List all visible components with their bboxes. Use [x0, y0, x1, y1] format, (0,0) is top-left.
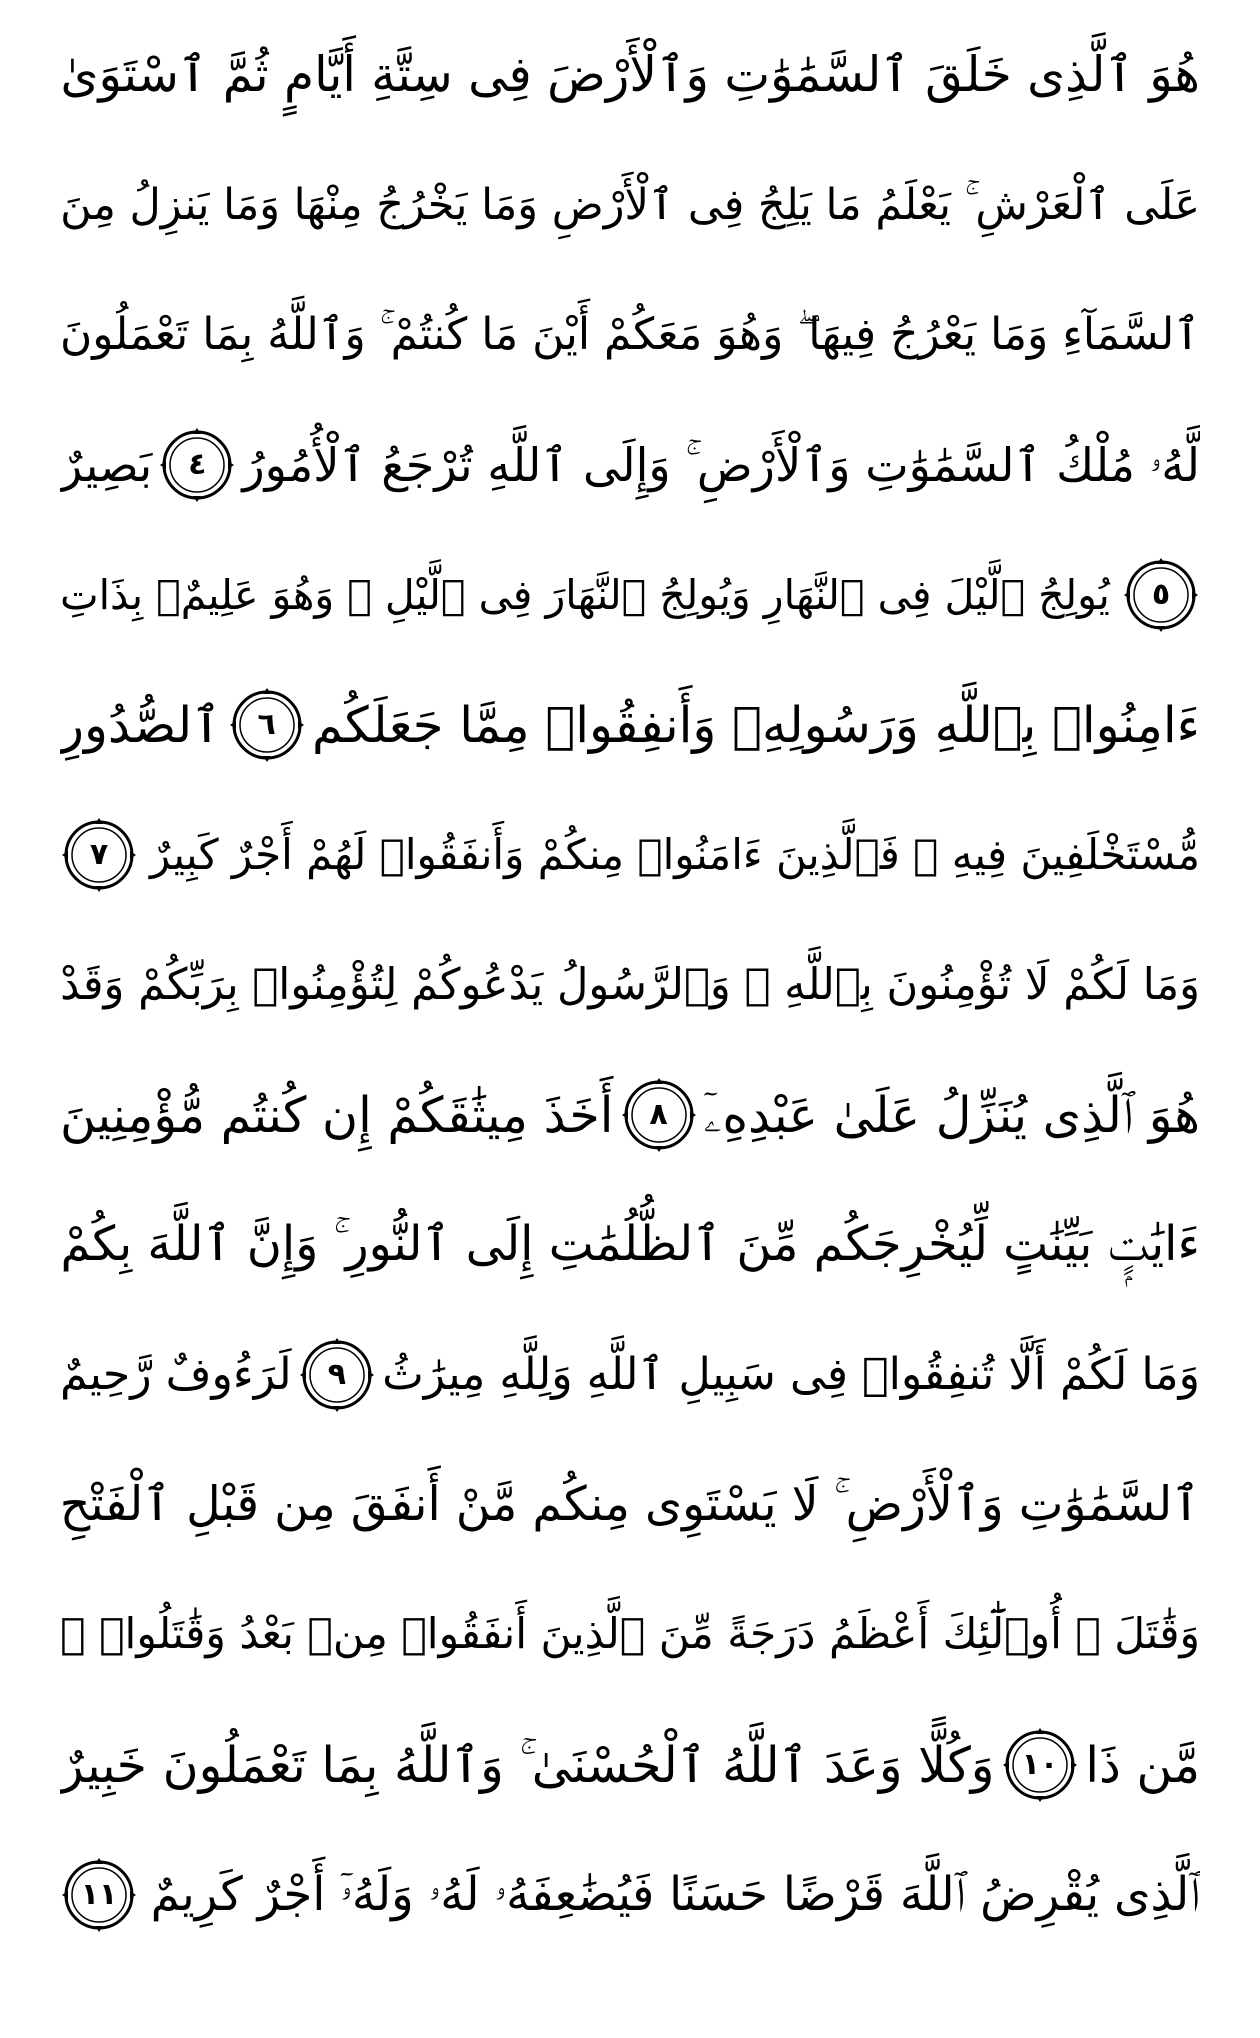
verse-text: يُولِجُ ٱلَّيْلَ فِى ٱلنَّهَارِ وَيُولِجُ ٱلنَّهَارَ فِى ٱلَّيْلِ ۚ وَهُوَ عَلِيمٌۢ بِذَاتِ: [60, 571, 1110, 619]
ayah-number: ٧: [89, 837, 109, 872]
verse-text: وَقَٰتَلَ ۚ أُو۟لَٰٓئِكَ أَعْظَمُ دَرَجَةً مِّنَ ٱلَّذِينَ أَنفَقُوا۟ مِنۢ بَعْدُ وَقَٰتَلُوا۟ ۚ: [60, 1610, 1200, 1659]
verse-text: ءَايَٰتٍۭ بَيِّنَٰتٍ لِّيُخْرِجَكُم مِّنَ ٱلظُّلُمَٰتِ إِلَى ٱلنُّورِ ۚ وَإِنَّ ٱللَّهَ بِكُمْ: [60, 1217, 1200, 1272]
ayah-number: ٤: [188, 447, 207, 482]
verse-text: ٱلصُّدُورِ: [60, 696, 222, 754]
ayah-number: ١١: [80, 1877, 118, 1912]
text-line-3: [60, 280, 1200, 390]
mushaf-page: [60, 20, 1200, 2020]
verse-text: وَمَا لَكُمْ أَلَّا تُنفِقُوا۟ فِى سَبِيلِ ٱللَّهِ وَلِلَّهِ مِيرَٰثُ: [382, 1349, 1200, 1400]
verse-text: وَكُلًّا وَعَدَ ٱللَّهُ ٱلْحُسْنَىٰ ۚ وَٱللَّهُ بِمَا تَعْمَلُونَ خَبِيرٌ: [60, 1736, 995, 1794]
text-line-5: [60, 540, 1200, 650]
ayah-marker-icon: [298, 1336, 376, 1414]
verse-text: بَصِيرٌ: [60, 438, 153, 492]
text-line-2: [60, 150, 1200, 260]
verse-text: مُّسْتَخْلَفِينَ فِيهِ ۖ فَٱلَّذِينَ ءَامَنُوا۟ مِنكُمْ وَأَنفَقُوا۟ لَهُمْ أَجْرٌ كَبِيرٌ: [150, 830, 1200, 879]
text-line-11: [60, 1320, 1200, 1430]
text-line-9: [60, 1060, 1200, 1170]
text-line-13: [60, 1580, 1200, 1690]
verse-text: هُوَ ٱلَّذِى يُنَزِّلُ عَلَىٰ عَبْدِهِۦٓ: [703, 1086, 1200, 1144]
verse-text: عَلَى ٱلْعَرْشِ ۚ يَعْلَمُ مَا يَلِجُ فِى ٱلْأَرْضِ وَمَا يَخْرُجُ مِنْهَا وَمَا يَنزِلُ مِنَ: [60, 180, 1200, 230]
ayah-number: ٥: [1151, 577, 1171, 612]
verse-text: ٱلسَّمَٰوَٰتِ وَٱلْأَرْضِ ۚ لَا يَسْتَوِى مِنكُم مَّنْ أَنفَقَ مِن قَبْلِ ٱلْفَتْحِ: [60, 1477, 1200, 1532]
text-line-14: [60, 1710, 1200, 1820]
verse-text: لَّهُۥ مُلْكُ ٱلسَّمَٰوَٰتِ وَٱلْأَرْضِ ۚ وَإِلَى ٱللَّهِ تُرْجَعُ ٱلْأُمُورُ: [242, 438, 1200, 492]
text-line-7: [60, 800, 1200, 910]
ayah-number: ٩: [327, 1357, 347, 1392]
text-line-4: [60, 410, 1200, 520]
ayah-marker-icon: [60, 816, 138, 894]
ayah-number: ٨: [649, 1097, 668, 1132]
ayah-marker-icon: [228, 686, 306, 764]
text-line-15: [60, 1840, 1200, 1950]
text-line-10: [60, 1190, 1200, 1300]
verse-text: لَرَءُوفٌ رَّحِيمٌ: [60, 1349, 292, 1400]
text-line-1: [60, 20, 1200, 130]
verse-text: ٱلَّذِى يُقْرِضُ ٱللَّهَ قَرْضًا حَسَنًا فَيُضَٰعِفَهُۥ لَهُۥ وَلَهُۥٓ أَجْرٌ كَرِيمٌ: [150, 1868, 1200, 1922]
text-line-6: [60, 670, 1200, 780]
ayah-number: ١٠: [1021, 1747, 1059, 1782]
verse-text: أَخَذَ مِيثَٰقَكُمْ إِن كُنتُم مُّؤْمِنِينَ: [60, 1086, 614, 1144]
ayah-marker-icon: [158, 426, 236, 504]
ayah-number: ٦: [257, 707, 276, 742]
ayah-marker-icon: [620, 1076, 698, 1154]
ayah-marker-icon: [1122, 556, 1200, 634]
verse-text: ٱلسَّمَآءِ وَمَا يَعْرُجُ فِيهَا ۖ وَهُوَ مَعَكُمْ أَيْنَ مَا كُنتُمْ ۚ وَٱللَّهُ بِمَا تَعْمَلُونَ: [60, 309, 1200, 360]
text-line-12: [60, 1450, 1200, 1560]
verse-text: هُوَ ٱلَّذِى خَلَقَ ٱلسَّمَٰوَٰتِ وَٱلْأَرْضَ فِى سِتَّةِ أَيَّامٍ ثُمَّ ٱسْتَوَىٰ: [60, 47, 1200, 103]
text-line-8: [60, 930, 1200, 1040]
ayah-marker-icon: [1001, 1726, 1079, 1804]
ayah-marker-icon: [60, 1856, 138, 1934]
verse-text: وَمَا لَكُمْ لَا تُؤْمِنُونَ بِٱللَّهِ ۙ وَٱلرَّسُولُ يَدْعُوكُمْ لِتُؤْمِنُوا۟ بِرَبِّكُمْ وَقَدْ: [60, 960, 1200, 1010]
verse-text: مَّن ذَا: [1085, 1736, 1200, 1794]
verse-text: ءَامِنُوا۟ بِٱللَّهِ وَرَسُولِهِۦ وَأَنفِقُوا۟ مِمَّا جَعَلَكُم: [312, 696, 1200, 754]
